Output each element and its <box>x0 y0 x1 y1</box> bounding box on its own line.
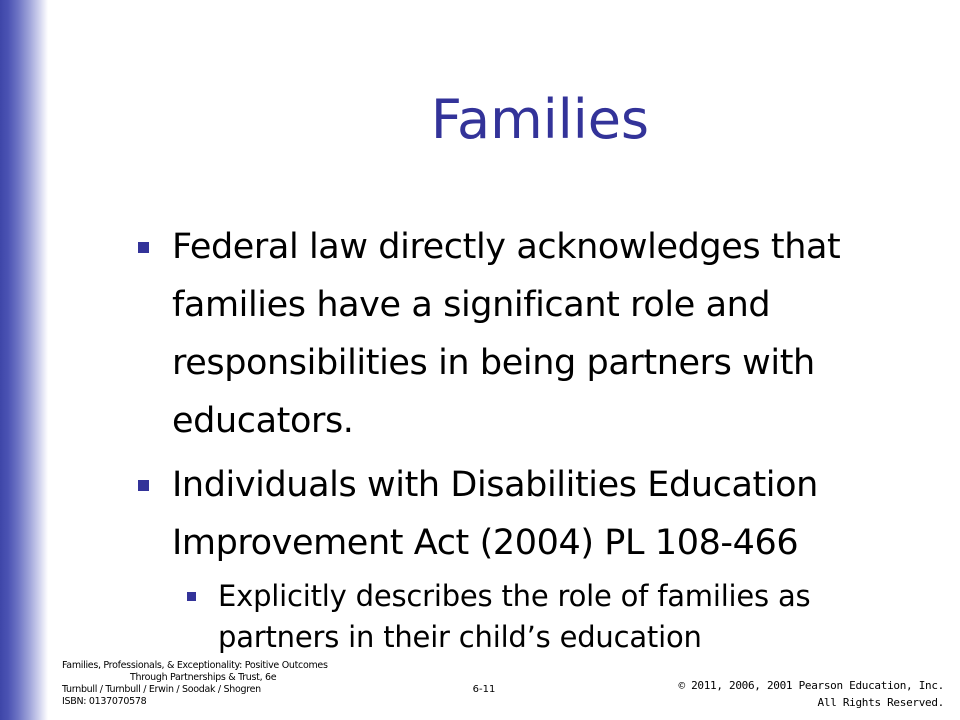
footer-book-title-line1: Families, Professionals, & Exceptionality: Positive Outcomes <box>62 660 328 671</box>
footer-authors: Turnbull / Turnbull / Erwin / Soodak / Shogren <box>62 684 261 695</box>
slide-edge-band <box>0 0 48 720</box>
bullet-list <box>130 218 910 664</box>
square-bullet-icon <box>138 480 149 491</box>
sub-bullet-text: Explicitly describes the role of families as partners in their child’s education <box>218 579 811 654</box>
footer-book-title-line2: Through Partnerships & Trust, 6e <box>130 672 277 683</box>
bullet-text: Individuals with Disabilities Education Improvement Act (2004) PL 108-466 <box>172 465 818 563</box>
sub-bullet-list <box>172 576 910 658</box>
footer-copyright <box>678 677 944 711</box>
square-bullet-icon <box>187 592 196 601</box>
sub-bullet-item <box>172 576 910 658</box>
bullet-text: Federal law directly acknowledges that families have a significant role and responsibilities in being partners with educators. <box>172 227 841 441</box>
footer-page-number: 6-11 <box>472 684 496 695</box>
footer-book-info <box>62 660 382 708</box>
bullet-item <box>130 218 910 450</box>
square-bullet-icon <box>138 242 149 253</box>
footer-isbn: ISBN: 0137070578 <box>62 696 147 707</box>
slide-title: Families <box>430 88 650 151</box>
footer-copyright-line2: All Rights Reserved. <box>817 696 944 709</box>
bullet-item <box>130 456 910 658</box>
footer-copyright-line1: © 2011, 2006, 2001 Pearson Education, Inc. <box>678 679 944 692</box>
